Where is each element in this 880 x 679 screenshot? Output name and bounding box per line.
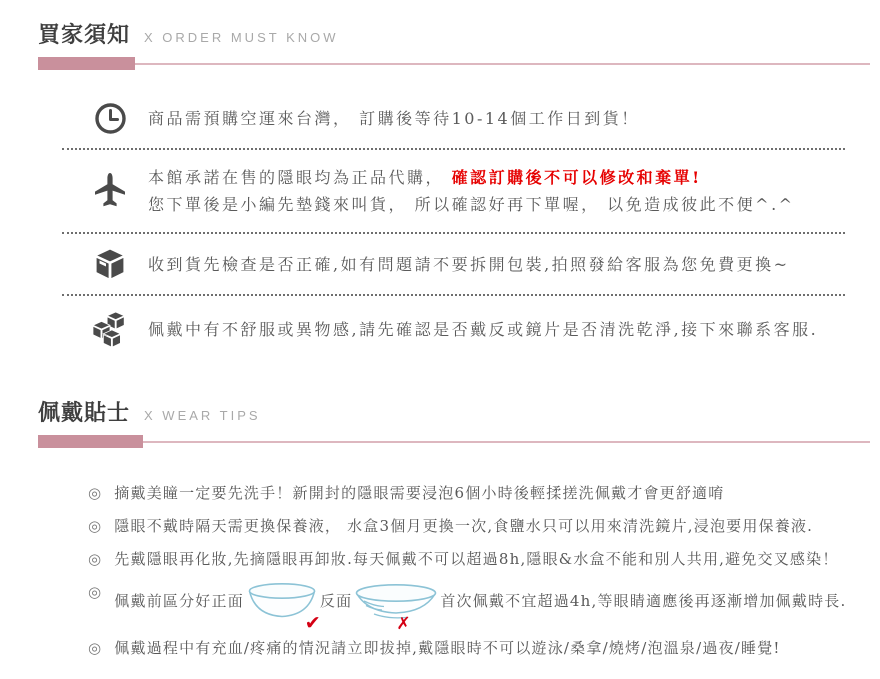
notice-text-inspect: 收到貨先檢查是否正確,如有問題請不要拆開包裝,拍照發給客服為您免費更換~	[148, 254, 790, 274]
dotted-separator	[62, 232, 845, 234]
bullet-icon: ◎	[88, 484, 103, 502]
cubes-icon	[93, 309, 127, 349]
lens-back-wrong-image	[354, 581, 438, 634]
tip-orientation	[88, 581, 860, 634]
clock-icon	[93, 102, 127, 135]
tip-text-front-label: 佩戴前區分好正面	[114, 592, 244, 610]
airplane-icon	[93, 172, 127, 210]
tip-remove-if-pain	[88, 637, 860, 659]
notice-text-prepay: 您下單後是小編先墊錢來叫貨， 所以確認好再下單喔， 以免造成彼此不便^.^	[148, 195, 795, 214]
notice-item-shipping	[0, 102, 880, 135]
cross-icon: ✗	[396, 614, 412, 634]
buyer-section-divider	[38, 57, 870, 70]
wear-section-title: 佩戴貼士	[38, 400, 131, 425]
check-icon: ✔	[304, 612, 322, 634]
buyer-section-subtitle: X ORDER MUST KNOW	[144, 30, 339, 45]
tip-text: 摘戴美瞳一定要先洗手！新開封的隱眼需要浸泡6個小時後輕揉搓洗佩戴才會更舒適唷	[114, 484, 725, 502]
bullet-icon: ◎	[88, 517, 103, 535]
tip-text: 先戴隱眼再化妝,先摘隱眼再卸妝.每天佩戴不可以超過8h,隱眼&水盒不能和別人共用,避免交叉感染！	[114, 550, 839, 568]
dotted-separator	[62, 148, 845, 150]
wear-section-header	[38, 396, 870, 427]
accent-bar	[38, 435, 143, 448]
wear-section-divider	[38, 435, 870, 448]
tip-text-duration: 首次佩戴不宜超過4h,等眼睛適應後再逐漸增加佩戴時長.	[440, 592, 847, 610]
notice-text-warning: 確認訂購後不可以修改和棄單!	[451, 168, 702, 187]
notice-item-authentic	[0, 163, 880, 219]
bullet-icon: ◎	[88, 550, 103, 568]
tip-makeup	[88, 548, 860, 570]
lens-front-correct-image	[246, 582, 322, 634]
accent-line	[143, 441, 870, 443]
notice-text-shipping: 商品需預購空運來台灣， 訂購後等待10-14個工作日到貨！	[148, 109, 640, 128]
box-icon	[93, 247, 127, 281]
notice-text-authentic: 本館承諾在售的隱眼均為正品代購，	[148, 168, 452, 187]
bullet-icon: ◎	[88, 583, 103, 601]
wear-tips-list	[0, 482, 880, 659]
tip-solution	[88, 515, 860, 537]
buyer-notice-list	[0, 102, 880, 349]
wear-section-subtitle: X WEAR TIPS	[144, 408, 261, 423]
accent-line	[135, 63, 870, 65]
tip-text: 佩戴過程中有充血/疼痛的情況請立即拔掉,戴隱眼時不可以遊泳/桑拿/燒烤/泡溫泉/過夜/睡覺!	[114, 639, 781, 657]
tip-text-back-label: 反面	[319, 592, 353, 610]
accent-bar	[38, 57, 135, 70]
tip-wash-hands	[88, 482, 860, 504]
dotted-separator	[62, 294, 845, 296]
notice-item-inspect	[0, 247, 880, 281]
bullet-icon: ◎	[88, 639, 103, 657]
notice-item-discomfort	[0, 309, 880, 349]
buyer-section-title: 買家須知	[38, 22, 131, 47]
notice-text-discomfort: 佩戴中有不舒服或異物感,請先確認是否戴反或鏡片是否清洗乾淨,接下來聯系客服.	[148, 319, 819, 339]
tip-text: 隱眼不戴時隔天需更換保養液， 水盒3個月更換一次,食鹽水只可以用來清洗鏡片,浸泡要用保養液.	[114, 517, 814, 535]
buyer-section-header	[38, 18, 870, 49]
